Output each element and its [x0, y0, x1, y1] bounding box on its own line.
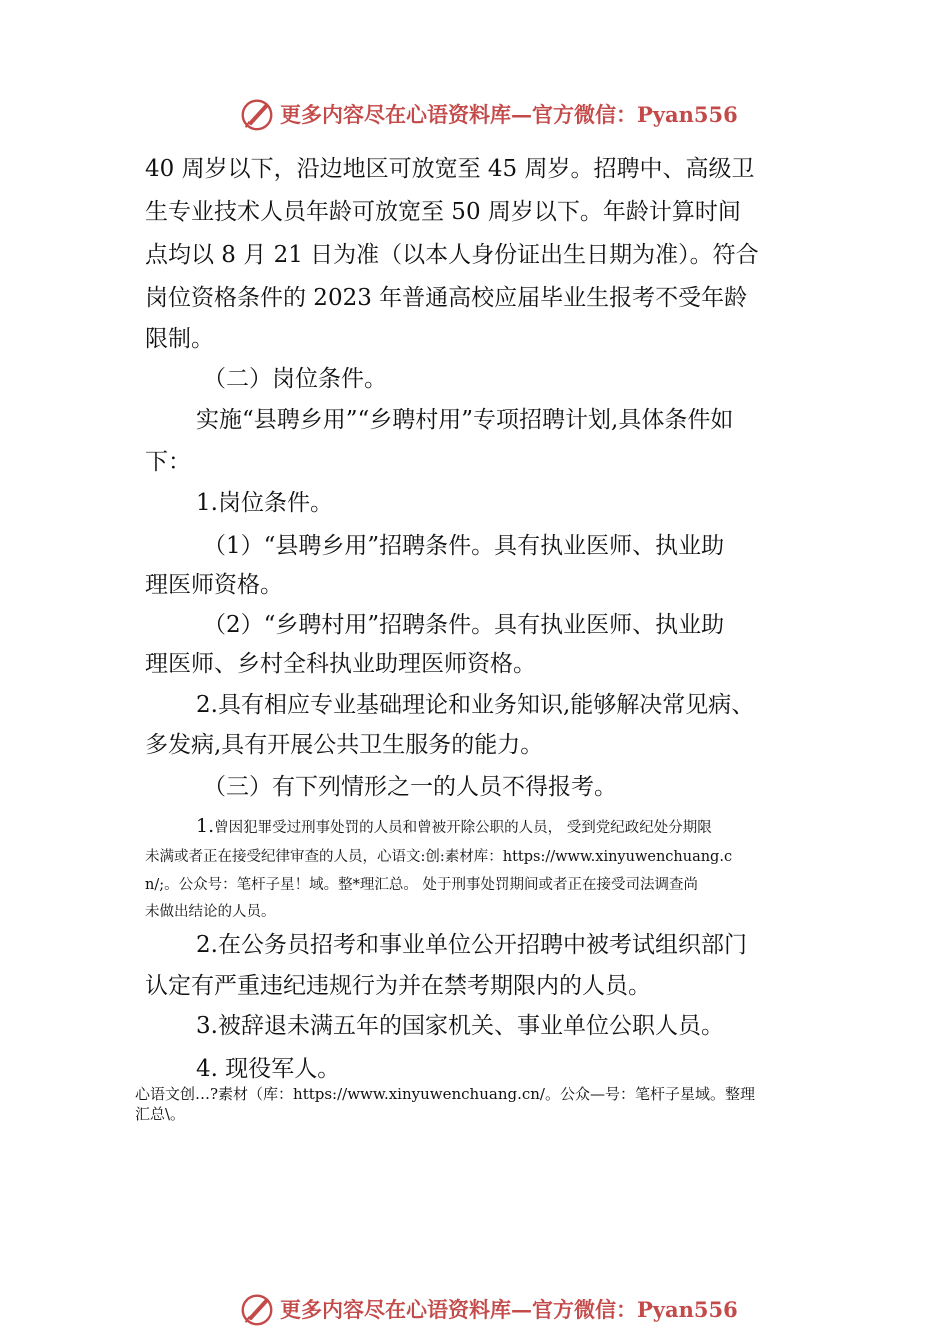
body-line: 4. 现役军人。: [196, 1056, 341, 1082]
footnote-line: 汇总\。: [135, 1105, 186, 1123]
footnote-line: 心语文创…?素材（库：https://www.xinyuwenchuang.cn/。公众—号：笔杆子星域。整理: [135, 1085, 755, 1103]
quill-logo-icon: [238, 1290, 276, 1328]
body-line: 下：: [145, 449, 191, 475]
body-line: 理医师、乡村全科执业助理医师资格。: [145, 651, 536, 677]
small-para-line: 未做出结论的人员。: [145, 904, 276, 920]
subsection-heading: 1.岗位条件。: [196, 490, 333, 516]
quill-logo-icon: [238, 95, 276, 133]
body-line: 40 周岁以下，沿边地区可放宽至 45 周岁。招聘中、高级卫: [145, 156, 755, 182]
body-line: （2）“乡聘村用”招聘条件。具有执业医师、执业助: [203, 612, 725, 638]
body-line: 生专业技术人员年龄可放宽至 50 周岁以下。年龄计算时间: [145, 199, 741, 225]
footer-title: 更多内容尽在心语资料库: [280, 1297, 511, 1322]
header-dash: —: [511, 101, 532, 127]
footer-banner: [238, 1289, 738, 1329]
body-line: 理医师资格。: [145, 572, 283, 598]
body-line: 2.具有相应专业基础理论和业务知识,能够解决常见病、: [196, 692, 755, 718]
header-banner: [238, 94, 738, 134]
small-para-line: [196, 816, 886, 838]
body-line: 点均以 8 月 21 日为准（以本人身份证出生日期为准）。符合: [145, 242, 759, 268]
small-para-text: 曾因犯罪受过刑事处罚的人员和曾被开除公职的人员， 受到党纪政纪处分期限: [214, 820, 712, 836]
body-line: 2.在公务员招考和事业单位公开招聘中被考试组织部门: [196, 932, 747, 958]
small-para-line: 未满或者正在接受纪律审查的人员，心语文:创:素材库：https://www.xinyuwenchuang.c: [145, 849, 733, 865]
small-para-line: n/;。公众号：笔杆子星！域。整*理汇总。 处于刑事处罚期间或者正在接受司法调查尚: [145, 877, 698, 893]
section-heading: （三）有下列情形之一的人员不得报考。: [203, 774, 617, 800]
footer-wechat: Pyan556: [637, 1296, 738, 1322]
body-line: 实施“县聘乡用”“乡聘村用”专项招聘计划,具体条件如: [196, 407, 734, 433]
footer-dash: —: [511, 1296, 532, 1322]
body-line: 认定有严重违纪违规行为并在禁考期限内的人员。: [145, 973, 651, 999]
body-line: 岗位资格条件的 2023 年普通高校应届毕业生报考不受年龄: [145, 285, 748, 311]
header-title: 更多内容尽在心语资料库: [280, 102, 511, 127]
header-wechat: Pyan556: [637, 101, 738, 127]
section-heading: （二）岗位条件。: [203, 366, 387, 392]
small-para-lead: 1.: [196, 815, 215, 837]
body-line: （1）“县聘乡用”招聘条件。具有执业医师、执业助: [203, 533, 725, 559]
footer-subtitle: 官方微信：: [532, 1297, 637, 1322]
body-line: 限制。: [145, 326, 214, 352]
body-line: 多发病,具有开展公共卫生服务的能力。: [145, 732, 544, 758]
header-subtitle: 官方微信：: [532, 102, 637, 127]
body-line: 3.被辞退未满五年的国家机关、事业单位公职人员。: [196, 1013, 724, 1039]
